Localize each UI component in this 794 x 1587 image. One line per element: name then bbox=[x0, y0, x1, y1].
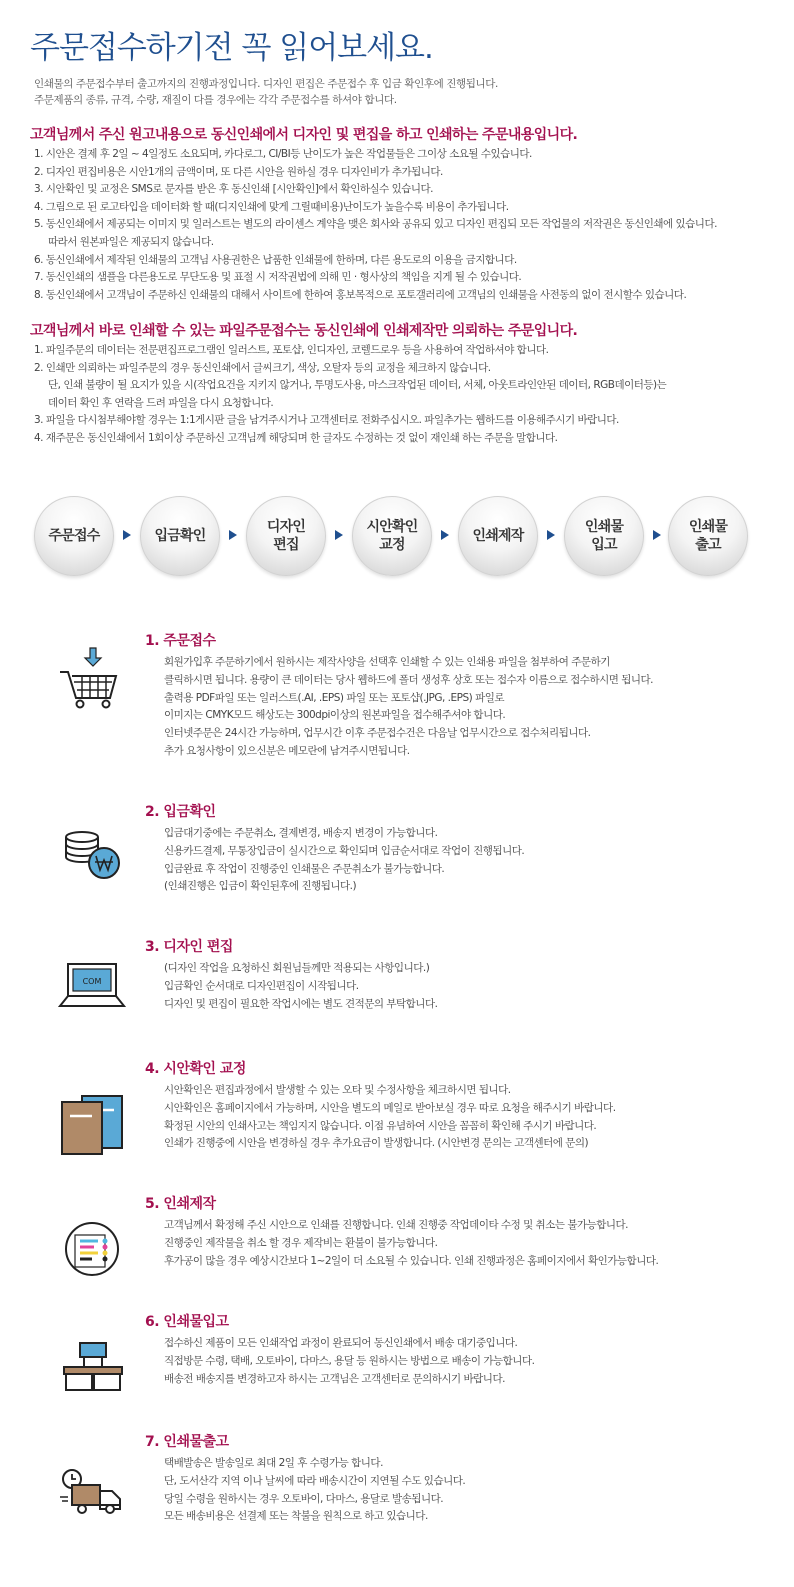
step-line: 배송전 배송지를 변경하고자 하시는 고객님은 고객센터로 문의하시기 바랍니다. bbox=[164, 1372, 505, 1385]
step-line: 진행중인 제작물을 취소 할 경우 제작비는 환불이 불가능합니다. bbox=[164, 1236, 438, 1249]
flow-step-label: 인쇄물 입고 bbox=[584, 519, 624, 553]
rule-item: 1. 파일주문의 데이터는 전문편집프로그램인 일러스트, 포토샵, 인디자인, 코렐드로우 등을 사용하여 작업하셔야 합니다. bbox=[34, 344, 549, 356]
step-description bbox=[164, 960, 437, 1013]
step-line: 회원가입후 주문하기에서 원하시는 제작사양을 선택후 인쇄할 수 있는 인쇄용 파일을 첨부하여 주문하기 bbox=[164, 656, 610, 668]
coins-won-icon bbox=[58, 823, 128, 893]
step-description bbox=[164, 1217, 658, 1270]
step-title: 2. 입금확인 bbox=[145, 804, 216, 820]
step-line: 시안확인은 편집과정에서 발생할 수 있는 오타 및 수정사항을 체크하시면 됩니다. bbox=[164, 1084, 511, 1096]
step-line: 단, 도서산각 지역 이나 날씨에 따라 배송시간이 지연될 수도 있습니다. bbox=[164, 1474, 466, 1487]
rule-item: 따라서 원본파일은 제공되지 않습니다. bbox=[48, 235, 214, 248]
arrow-right-icon bbox=[653, 530, 661, 540]
design-order-heading: 고객님께서 주신 원고내용으로 동신인쇄에서 디자인 및 편집을 하고 인쇄하는 주문내용입니다. bbox=[30, 127, 578, 143]
flow-step-label: 인쇄제작 bbox=[472, 528, 524, 544]
flow-step-proof bbox=[352, 496, 432, 576]
step-description bbox=[164, 654, 653, 761]
documents-icon bbox=[58, 1092, 128, 1162]
step-line: 신용카드결제, 무통장입금이 실시간으로 확인되며 입금순서대로 작업이 진행됩니다. bbox=[164, 844, 525, 857]
step-line: 택배발송은 발송일로 최대 2일 후 수령가능 합니다. bbox=[164, 1457, 383, 1469]
step-line: 시안확인은 홈페이지에서 가능하며, 시안을 별도의 메일로 받아보실 경우 따로 요청을 해주시기 바랍니다. bbox=[164, 1101, 616, 1114]
step-line: 디자인 및 편집이 필요한 작업시에는 별도 견적문의 부탁합니다. bbox=[164, 997, 438, 1010]
laptop-screen-label: COM bbox=[82, 977, 102, 986]
step-description bbox=[164, 825, 524, 896]
flow-step-design bbox=[246, 496, 326, 576]
step-line: 클릭하시면 됩니다. 용량이 큰 데이터는 당사 웹하드에 폴더 생성후 상호 또는 접수자 이름으로 접수하시면 됩니다. bbox=[164, 673, 653, 686]
step-description bbox=[164, 1455, 465, 1526]
rule-item: 3. 시안확인 및 교정은 SMS로 문자를 받은 후 동신인쇄 [시안확인]에서 확인하실수 있습니다. bbox=[34, 183, 434, 196]
design-order-rules bbox=[34, 146, 717, 304]
step-line: 인터넷주문은 24시간 가능하며, 업무시간 이후 주문접수건은 다음날 업무시간으로 접수처리됩니다. bbox=[164, 727, 591, 740]
flow-step-label: 인쇄물 출고 bbox=[688, 519, 728, 553]
arrow-right-icon bbox=[441, 530, 449, 540]
rule-item: 7. 동신인쇄의 샘플을 다른용도로 무단도용 및 표절 시 저작권법에 의해 민 · 형사상의 책임을 지게 될 수 있습니다. bbox=[34, 271, 522, 284]
step-line: 모든 배송비용은 선결제 또는 착불을 원칙으로 하고 있습니다. bbox=[164, 1510, 428, 1523]
cmyk-print-icon bbox=[58, 1215, 128, 1285]
flow-step-payment bbox=[140, 496, 220, 576]
step-title: 3. 디자인 편집 bbox=[145, 939, 233, 955]
arrow-right-icon bbox=[335, 530, 343, 540]
step-title: 5. 인쇄제작 bbox=[145, 1196, 216, 1212]
flow-step-label: 입금확인 bbox=[154, 528, 206, 544]
step-line: (디자인 작업을 요청하신 회원님들께만 적용되는 사항입니다.) bbox=[164, 962, 430, 974]
file-order-rules bbox=[34, 342, 666, 448]
step-line: 입금확인 순서대로 디자인편집이 시작됩니다. bbox=[164, 979, 359, 992]
arrow-right-icon bbox=[229, 530, 237, 540]
rule-item: 6. 동신인쇄에서 제작된 인쇄물의 고객님 사용권한은 납품한 인쇄물에 한하며, 다른 용도로의 이용을 금지합니다. bbox=[34, 253, 517, 266]
rule-item: 데이터 확인 후 연락을 드려 파일을 다시 요청합니다. bbox=[48, 396, 274, 409]
shopping-cart-icon bbox=[58, 646, 128, 716]
step-line: 인쇄가 진행중에 시안을 변경하실 경우 추가요금이 발생합니다. (시안변경 문의는 고객센터에 문의) bbox=[164, 1137, 589, 1150]
step-line: 접수하신 제품이 모든 인쇄작업 과정이 완료되어 동신인쇄에서 배송 대기중입니다. bbox=[164, 1337, 518, 1349]
flow-step-label: 시안확인 교정 bbox=[366, 519, 418, 553]
boxes-icon bbox=[58, 1339, 128, 1409]
rule-item: 1. 시안은 결제 후 2일 ~ 4일정도 소요되며, 카다로그, CI/BI등 난이도가 높은 작업물들은 그이상 소요될 수있습니다. bbox=[34, 148, 532, 160]
intro-line: 주문제품의 종류, 규격, 수량, 재질이 다를 경우에는 각각 주문접수를 하셔야 합니다. bbox=[34, 94, 397, 106]
step-title: 6. 인쇄물입고 bbox=[145, 1314, 229, 1330]
rule-item: 8. 동신인쇄에서 고객님이 주문하신 인쇄물의 대해서 사이트에 한하여 홍보목적으로 포토갤러리에 고객님의 인쇄물을 사전동의 없이 전시할수 있습니다. bbox=[34, 288, 687, 301]
step-title: 4. 시안확인 교정 bbox=[145, 1061, 246, 1077]
process-flow bbox=[34, 496, 754, 578]
rule-item: 2. 인쇄만 의뢰하는 파일주문의 경우 동신인쇄에서 글씨크기, 색상, 오탈자 등의 교정을 체크하지 않습니다. bbox=[34, 361, 491, 374]
file-order-heading: 고객님께서 바로 인쇄할 수 있는 파일주문접수는 동신인쇄에 인쇄제작만 의뢰하는 주문입니다. bbox=[30, 323, 578, 339]
step-line: 후가공이 많을 경우 예상시간보다 1~2일이 더 소요될 수 있습니다. 인쇄 진행과정은 홈페이지에서 확인가능합니다. bbox=[164, 1254, 659, 1267]
rule-item: 4. 재주문은 동신인쇄에서 1회이상 주문하신 고객님께 해당되며 한 글자도 수정하는 것 없이 재인쇄 하는 주문을 말합니다. bbox=[34, 431, 558, 444]
arrow-right-icon bbox=[547, 530, 555, 540]
intro-line: 인쇄물의 주문접수부터 출고까지의 진행과정입니다. 디자인 편집은 주문접수 후 입금 확인후에 진행됩니다. bbox=[34, 78, 498, 90]
step-description bbox=[164, 1335, 534, 1388]
step-line: 고객님께서 확정해 주신 시안으로 인쇄를 진행합니다. 인쇄 진행중 작업데이타 수정 및 취소는 불가능합니다. bbox=[164, 1219, 629, 1231]
rule-item: 3. 파일을 다시첨부해야할 경우는 1:1게시판 글을 남겨주시거나 고객센터로 전화주십시오. 파일추가는 웹하드를 이용해주시기 바랍니다. bbox=[34, 414, 619, 427]
step-line: 입금완료 후 작업이 진행중인 인쇄물은 주문취소가 불가능합니다. bbox=[164, 862, 445, 875]
step-line: 출력용 PDF파일 또는 일러스트(.AI, .EPS) 파일 또는 포토샵(.JPG, .EPS) 파일로 bbox=[164, 691, 505, 704]
flow-step-order bbox=[34, 496, 114, 576]
rule-item: 2. 디자인 편집비용은 시안1개의 금액이며, 또 다른 시안을 원하실 경우 디자인비가 추가됩니다. bbox=[34, 165, 443, 178]
rule-item: 4. 그림으로 된 로고타입을 데이터화 할 때(디지인쇄에 맞게 그릴때비용)난이도가 높을수록 비용이 추가됩니다. bbox=[34, 200, 509, 213]
step-line: 입금대기중에는 주문취소, 결제변경, 배송지 변경이 가능합니다. bbox=[164, 827, 438, 839]
page-title: 주문접수하기전 꼭 읽어보세요. bbox=[30, 30, 433, 66]
rule-item: 5. 동신인쇄에서 제공되는 이미지 및 일러스트는 별도의 라이센스 계약을 맺은 회사와 공유되 있고 디자인 편집되 모든 작업물의 저작권은 동신인쇄에 있습니다. bbox=[34, 218, 717, 231]
intro-text bbox=[34, 76, 498, 108]
flow-step-printing bbox=[458, 496, 538, 576]
rule-item: 단, 인쇄 불량이 될 요지가 있을 시(작업요건을 지키지 않거나, 투명도사용, 마스크작업된 데이터, 서체, 아웃트라인안된 데이터, RGB데이터등)는 bbox=[48, 379, 667, 392]
flow-step-stocking bbox=[564, 496, 644, 576]
flow-step-shipping bbox=[668, 496, 748, 576]
flow-step-label: 주문접수 bbox=[48, 528, 100, 544]
step-description bbox=[164, 1082, 616, 1153]
delivery-truck-icon bbox=[58, 1465, 128, 1535]
step-title: 7. 인쇄물출고 bbox=[145, 1434, 229, 1450]
step-line: (인쇄진행은 입금이 확인된후에 진행됩니다.) bbox=[164, 880, 357, 893]
step-line: 직접방문 수령, 택배, 오토바이, 다마스, 용달 등 원하시는 방법으로 배송이 가능합니다. bbox=[164, 1354, 535, 1367]
step-line: 확정된 시안의 인쇄사고는 책임지지 않습니다. 이점 유념하여 시안을 꼼꼼히 확인해 주시기 바랍니다. bbox=[164, 1119, 597, 1132]
flow-step-label: 디자인 편집 bbox=[266, 519, 306, 553]
step-line: 이미지는 CMYK모드 해상도는 300dpi이상의 원본파일을 접수해주셔야 합니다. bbox=[164, 709, 506, 722]
step-title: 1. 주문접수 bbox=[145, 633, 216, 649]
laptop-icon bbox=[58, 958, 128, 1028]
step-line: 당일 수령을 원하시는 경우 오토바이, 다마스, 용달로 발송됩니다. bbox=[164, 1492, 444, 1505]
arrow-right-icon bbox=[123, 530, 131, 540]
step-line: 추가 요청사항이 있으신분은 메모란에 남겨주시면됩니다. bbox=[164, 744, 410, 757]
